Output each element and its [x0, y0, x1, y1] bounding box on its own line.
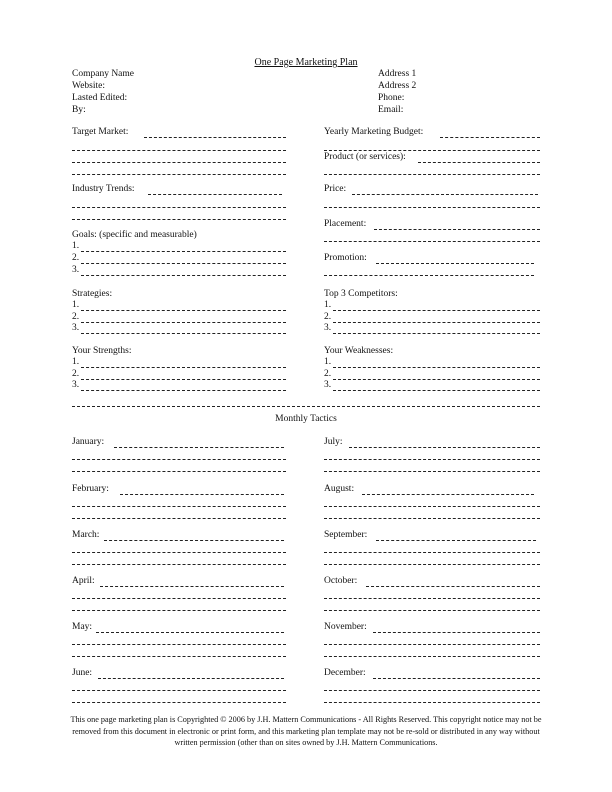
month-line[interactable]: [120, 494, 284, 495]
weakness-line[interactable]: [333, 367, 540, 368]
month-line[interactable]: [373, 678, 540, 679]
competitor-number: 2.: [324, 312, 332, 322]
target-market-line[interactable]: [72, 162, 286, 163]
product-label: Product (or services):: [324, 152, 406, 162]
month-line[interactable]: [324, 644, 540, 645]
month-line[interactable]: [72, 644, 286, 645]
product-line[interactable]: [324, 174, 540, 175]
goal-number: 3.: [72, 265, 80, 275]
strength-line[interactable]: [81, 367, 286, 368]
month-label: December:: [324, 668, 366, 678]
month-label: November:: [324, 622, 367, 632]
month-line[interactable]: [324, 506, 540, 507]
address-2-label: Address 2: [378, 81, 417, 91]
weakness-line[interactable]: [333, 379, 540, 380]
month-line[interactable]: [324, 552, 540, 553]
month-label: March:: [72, 530, 100, 540]
weakness-number: 3.: [324, 380, 332, 390]
industry-trends-label: Industry Trends:: [72, 184, 135, 194]
strategies-label: Strategies:: [72, 289, 113, 299]
month-line[interactable]: [324, 459, 540, 460]
weakness-line[interactable]: [333, 390, 540, 391]
strategy-number: 2.: [72, 312, 80, 322]
strength-line[interactable]: [81, 379, 286, 380]
month-line[interactable]: [324, 656, 540, 657]
budget-line[interactable]: [440, 137, 540, 138]
month-line[interactable]: [72, 702, 286, 703]
month-line[interactable]: [324, 610, 540, 611]
month-line[interactable]: [373, 632, 540, 633]
weakness-number: 2.: [324, 369, 332, 379]
placement-label: Placement:: [324, 219, 367, 229]
industry-trends-line[interactable]: [72, 219, 286, 220]
strengths-label: Your Strengths:: [72, 346, 132, 356]
month-line[interactable]: [366, 586, 540, 587]
last-edited-label: Lasted Edited:: [72, 93, 128, 103]
promotion-line[interactable]: [324, 275, 534, 276]
strength-number: 1.: [72, 357, 80, 367]
promotion-line[interactable]: [376, 263, 534, 264]
month-label: May:: [72, 622, 93, 632]
month-line[interactable]: [114, 447, 284, 448]
month-label: January:: [72, 437, 105, 447]
goal-number: 2.: [72, 253, 80, 263]
address-1-label: Address 1: [378, 69, 417, 79]
month-line[interactable]: [349, 447, 540, 448]
month-line[interactable]: [324, 690, 540, 691]
industry-trends-line[interactable]: [148, 194, 282, 195]
target-market-line[interactable]: [72, 174, 286, 175]
target-market-line[interactable]: [144, 137, 286, 138]
weakness-number: 1.: [324, 357, 332, 367]
strategy-number: 3.: [72, 323, 80, 333]
goal-line[interactable]: [81, 263, 286, 264]
strategy-line[interactable]: [81, 333, 286, 334]
month-line[interactable]: [72, 690, 286, 691]
by-label: By:: [72, 105, 86, 115]
strategy-number: 1.: [72, 300, 80, 310]
month-line[interactable]: [72, 598, 286, 599]
competitor-number: 1.: [324, 300, 332, 310]
copyright-notice: This one page marketing plan is Copyrighted © 2006 by J.H. Mattern Communications - All Rights Reserved. This copyright notice may not be removed from this document in electronic or print form, and this marketing plan template may not be re-sold or distributed in any way without written permission (other than on sites owned by J.H. Mattern Communications.: [70, 715, 542, 747]
month-line[interactable]: [362, 494, 534, 495]
month-line[interactable]: [72, 564, 286, 565]
company-name-label: Company Name: [72, 69, 135, 79]
competitor-line[interactable]: [333, 333, 540, 334]
month-line[interactable]: [72, 459, 286, 460]
goals-label: Goals: (specific and measurable): [72, 230, 197, 240]
month-line[interactable]: [324, 564, 540, 565]
email-label: Email:: [378, 105, 404, 115]
promotion-label: Promotion:: [324, 253, 367, 263]
month-label: August:: [324, 484, 355, 494]
phone-label: Phone:: [378, 93, 405, 103]
month-line[interactable]: [96, 632, 284, 633]
month-label: September:: [324, 530, 368, 540]
price-label: Price:: [324, 184, 347, 194]
goal-line[interactable]: [81, 251, 286, 252]
placement-line[interactable]: [324, 241, 540, 242]
monthly-tactics-title: Monthly Tactics: [275, 414, 337, 424]
month-line[interactable]: [376, 540, 536, 541]
month-line[interactable]: [104, 540, 284, 541]
competitors-label: Top 3 Competitors:: [324, 289, 398, 299]
month-label: April:: [72, 576, 95, 586]
month-line[interactable]: [72, 656, 286, 657]
month-label: July:: [324, 437, 343, 447]
website-label: Website:: [72, 81, 106, 91]
month-line[interactable]: [324, 598, 540, 599]
strategy-line[interactable]: [81, 310, 286, 311]
industry-trends-line[interactable]: [72, 207, 286, 208]
price-line[interactable]: [352, 194, 538, 195]
strength-line[interactable]: [81, 390, 286, 391]
month-label: June:: [72, 668, 93, 678]
month-line[interactable]: [324, 518, 540, 519]
month-label: October:: [324, 576, 358, 586]
month-line[interactable]: [72, 506, 286, 507]
goal-line[interactable]: [81, 275, 286, 276]
month-line[interactable]: [100, 586, 284, 587]
page-title: One Page Marketing Plan: [254, 57, 358, 68]
placement-line[interactable]: [374, 229, 540, 230]
target-market-label: Target Market:: [72, 127, 129, 137]
month-line[interactable]: [72, 471, 286, 472]
competitor-line[interactable]: [333, 322, 540, 323]
budget-line[interactable]: [324, 150, 540, 151]
price-line[interactable]: [324, 207, 540, 208]
section-divider: [72, 406, 540, 407]
competitor-line[interactable]: [333, 310, 540, 311]
month-label: February:: [72, 484, 109, 494]
month-line[interactable]: [72, 552, 286, 553]
month-line[interactable]: [324, 471, 540, 472]
month-line[interactable]: [98, 678, 284, 679]
competitor-number: 3.: [324, 323, 332, 333]
month-line[interactable]: [324, 702, 540, 703]
target-market-line[interactable]: [72, 150, 286, 151]
goal-number: 1.: [72, 241, 80, 251]
strength-number: 2.: [72, 369, 80, 379]
budget-label: Yearly Marketing Budget:: [324, 127, 424, 137]
product-line[interactable]: [418, 162, 540, 163]
month-line[interactable]: [72, 518, 286, 519]
strength-number: 3.: [72, 380, 80, 390]
month-line[interactable]: [72, 610, 286, 611]
weaknesses-label: Your Weaknesses:: [324, 346, 394, 356]
strategy-line[interactable]: [81, 322, 286, 323]
